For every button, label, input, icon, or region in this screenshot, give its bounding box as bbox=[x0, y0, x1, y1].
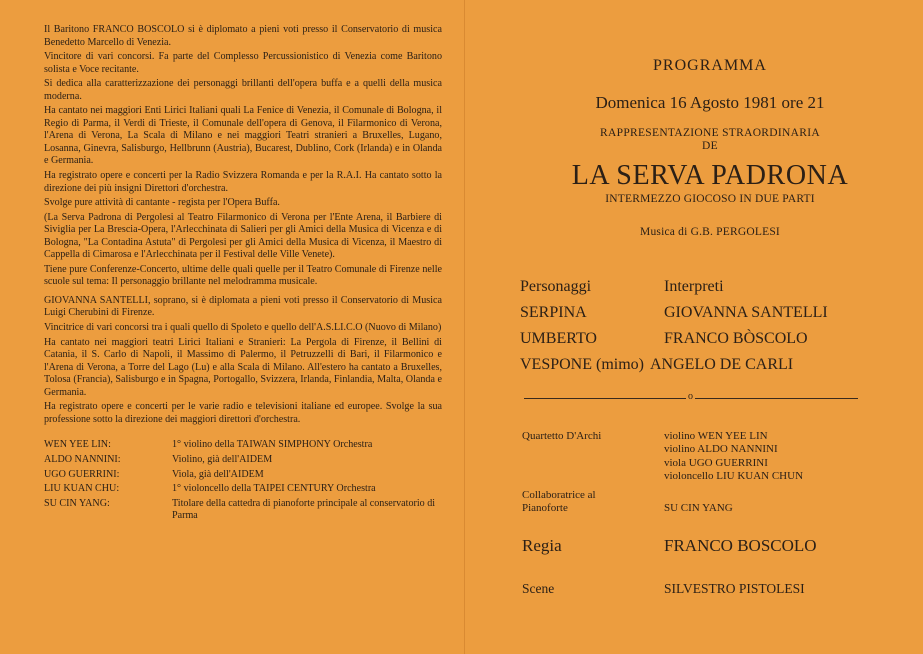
cast-table bbox=[520, 274, 900, 378]
bio-paragraph: Il Baritono FRANCO BOSCOLO si è diplomato a pieni voti presso il Conservatorio di musica Benedetto Marcello di Venezia. bbox=[44, 24, 442, 48]
musician-name: WEN YEE LIN: bbox=[44, 439, 111, 451]
cast-role: SERPINA bbox=[520, 304, 587, 321]
musician-name: ALDO NANNINI: bbox=[44, 454, 121, 465]
opera-title: LA SERVA PADRONA bbox=[571, 160, 849, 191]
musicians-list bbox=[44, 439, 442, 523]
bio-paragraph: Vincitore di vari concorsi. Fa parte del Complesso Percussionistico di Venezia come Baritono solista e Voce recitante. bbox=[44, 51, 442, 75]
piano-label-line: Collaboratrice al bbox=[522, 489, 596, 501]
cast-actor: FRANCO BÒSCOLO bbox=[664, 330, 808, 347]
scene-label: Scene bbox=[522, 581, 555, 596]
bio-paragraph: (La Serva Padrona di Pergolesi al Teatro Filarmonico di Verona per l'Ente Arena, il Barbiere di Siviglia per La Brescia-Opera, l'Arlecchinata di Salieri per gli Amici della Musica di Vicenza e di Bologna, "La Contadina Astuta" di Pergolesi per gli Amici della Musica di Vicenza, il Maestro di Cappella di Cimarosa e l'Arlecchinata per il Festival delle Ville Venete). bbox=[44, 211, 442, 261]
musician-name: SU CIN YANG: bbox=[44, 497, 110, 509]
quartet-member: violoncello LIU KUAN CHUN bbox=[664, 470, 804, 483]
bio-paragraph: Ha registrato opere e concerti per le varie radio e televisioni italiane ed europee. Svolge la sua professione sotto la direzione dei maggiori direttori d'orchestra. bbox=[44, 401, 442, 425]
musician-row bbox=[44, 454, 442, 467]
fold-line bbox=[464, 0, 465, 654]
divider-ornament: o bbox=[688, 391, 693, 402]
bio-paragraph: Ha registrato opere e concerti per la Radio Svizzera Romanda e per la R.A.I. Ha cantato sotto la direzione dei più insigni Direttori d'orchestra. bbox=[44, 170, 442, 194]
quartet-member: viola UGO GUERRINI bbox=[664, 456, 768, 469]
quartet-label: Quartetto D'Archi bbox=[522, 430, 602, 442]
programma-heading: PROGRAMMA bbox=[653, 57, 767, 74]
scene-value: SILVESTRO PISTOLESI bbox=[664, 581, 805, 596]
santelli-biography bbox=[44, 295, 442, 426]
musician-description: 1° violoncello della TAIPEI CENTURY Orchestra bbox=[172, 483, 376, 495]
cast-header-actor: Interpreti bbox=[664, 278, 724, 295]
cast-row bbox=[520, 326, 900, 352]
regia-credit bbox=[522, 536, 902, 556]
piano-label-line: Pianoforte bbox=[522, 502, 568, 514]
cast-row bbox=[520, 300, 900, 326]
piano-credit bbox=[522, 489, 902, 515]
musician-description: 1° violino della TAIWAN SIMPHONY Orchestra bbox=[172, 439, 373, 451]
event-date: Domenica 16 Agosto 1981 ore 21 bbox=[595, 93, 825, 112]
cast-header-role: Personaggi bbox=[520, 278, 592, 295]
musician-row bbox=[44, 439, 442, 452]
boscolo-biography bbox=[44, 24, 442, 289]
bio-paragraph: Ha cantato nei maggiori teatri Lirici Italiani e Stranieri: La Pergola di Firenze, il Bellini di Catania, il S. Carlo di Napoli, il Massimo di Palermo, il Petruzzelli di Bari, il Filarmonico e l'Arena di Verona, a Torre del Lago (Lu) e alla Scala di Milano. All'estero ha cantato a Bruxelles, Tolosa (Francia), Salisburgo e in Spagna, Portogallo, Svizzera, Irlanda, Finlandia, Malta, Olanda e Germania. bbox=[44, 336, 442, 398]
cast-actor: GIOVANNA SANTELLI bbox=[664, 304, 828, 321]
bio-paragraph: Ha cantato nei maggiori Enti Lirici Italiani quali La Fenice di Venezia, il Comunale di Bologna, il Regio di Parma, il Verdi di Trieste, il Comunale dell'opera di Genova, il Filarmonico di Verona, l'Arena di Verona, La Scala di Milano e nei maggiori Teatri stranieri a Bruxelles, Lugano, Losanna, Ginevra, Salisburgo, Hellbrunn (Austria), Bucarest, Dublino, Cork (Irlanda) e in Olanda e Germania. bbox=[44, 105, 442, 167]
musician-description: Viola, già dell'AIDEM bbox=[172, 468, 264, 480]
bio-paragraph: Tiene pure Conferenze-Concerto, ultime delle quali quelle per il Teatro Comunale di Firenze nelle scuole sul tema: Il personaggio brillante nel melodramma musicale. bbox=[44, 263, 442, 288]
musician-row bbox=[44, 483, 442, 496]
de-line: DE bbox=[702, 140, 718, 152]
quartet-credit bbox=[522, 430, 902, 484]
cast-header bbox=[520, 274, 900, 300]
quartet-members bbox=[664, 430, 803, 484]
composer-credit: Musica di G.B. PERGOLESI bbox=[640, 226, 780, 238]
musician-description: Titolare della cattedra di pianoforte principale al conservatorio di Parma bbox=[172, 497, 436, 522]
quartet-member: violino ALDO NANNINI bbox=[664, 443, 778, 456]
left-panel bbox=[44, 24, 442, 525]
musician-row bbox=[44, 469, 442, 482]
regia-label: Regia bbox=[522, 536, 562, 555]
musician-name: LIU KUAN CHU: bbox=[44, 483, 120, 495]
performance-subtitle bbox=[520, 127, 900, 153]
rappresentazione-line: RAPPRESENTAZIONE STRAORDINARIA bbox=[600, 127, 820, 139]
cast-role: UMBERTO bbox=[520, 330, 597, 347]
piano-label bbox=[522, 489, 664, 515]
musician-description: Violino, già dell'AIDEM bbox=[172, 454, 273, 465]
musician-name: UGO GUERRINI: bbox=[44, 468, 120, 480]
regia-value: FRANCO BOSCOLO bbox=[664, 536, 817, 555]
bio-paragraph: Vincitrice di vari concorsi tra i quali quello di Spoleto e quello dell'A.S.LI.C.O (Nuovo di Milano) bbox=[44, 322, 442, 334]
bio-paragraph: GIOVANNA SANTELLI, soprano, si è diplomata a pieni voti presso il Conservatorio di Musica Luigi Cherubini di Firenze. bbox=[44, 294, 442, 319]
bio-paragraph: Svolge pure attività di cantante - regista per l'Opera Buffa. bbox=[44, 197, 280, 209]
piano-value: SU CIN YANG bbox=[664, 502, 733, 514]
cast-actor: ANGELO DE CARLI bbox=[650, 356, 794, 373]
bio-paragraph: Si dedica alla caratterizzazione dei personaggi brillanti dell'opera buffa e a quelli della musica moderna. bbox=[44, 78, 442, 102]
cast-row bbox=[520, 352, 900, 378]
scene-credit bbox=[522, 581, 902, 597]
cast-role: VESPONE (mimo) bbox=[520, 356, 644, 373]
quartet-member: violino WEN YEE LIN bbox=[664, 430, 768, 442]
opera-genre: INTERMEZZO GIOCOSO IN DUE PARTI bbox=[605, 193, 815, 205]
musician-row bbox=[44, 498, 442, 523]
